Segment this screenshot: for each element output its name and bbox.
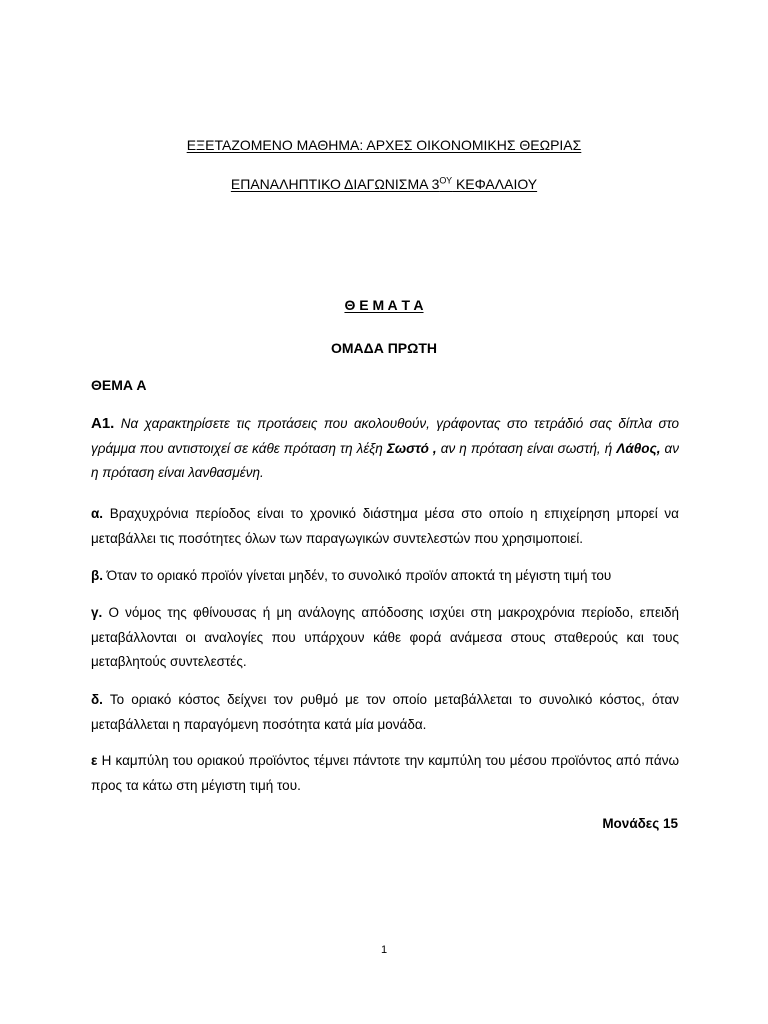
statement-letter: ε <box>91 753 98 768</box>
exam-title-end: ΚΕΦΑΛΑΙΟΥ <box>452 176 538 192</box>
group-heading <box>0 340 768 356</box>
theme-a-text: ΘΕΜΑ Α <box>91 377 147 393</box>
statement-letter: δ. <box>91 692 103 707</box>
statement-beta <box>91 564 679 589</box>
statement-delta <box>91 688 679 737</box>
group-heading-text: ΟΜΑΔΑ ΠΡΩΤΗ <box>330 340 438 356</box>
statement-text: Όταν το οριακό προϊόν γίνεται μηδέν, το συνολικό προϊόν αποκτά τη μέγιστη τιμή του <box>103 568 612 583</box>
score-label <box>602 816 678 831</box>
statement-letter: γ. <box>91 605 103 620</box>
themes-heading <box>0 297 768 313</box>
statement-alpha <box>91 502 679 551</box>
statement-gamma <box>91 601 679 675</box>
statement-text: Η καμπύλη του οριακού προϊόντος τέμνει πάντοτε την καμπύλη του μέσου προϊόντος από πάνω προς τα κάτω στη μέγιστη τιμή του. <box>91 753 679 793</box>
a1-label: Α1. <box>91 415 115 432</box>
a1-text-3: αν η πρόταση είναι λανθασμένη. <box>91 440 679 480</box>
theme-a-heading <box>91 377 146 393</box>
score-text: Μονάδες 15 <box>602 816 678 831</box>
exam-title-main: ΕΠΑΝΑΛΗΠΤΙΚΟ ΔΙΑΓΩΝΙΣΜΑ 3 <box>230 176 440 192</box>
statement-epsilon <box>91 749 679 798</box>
statement-text: Ο νόμος της φθίνουσας ή μη ανάλογης απόδοσης ισχύει στη μακροχρόνια περίοδο, επειδή μεταβάλλονται οι αναλογίες που υπάρχουν κάθε φορά ανάμεσα στους σταθερούς και τους μεταβλητούς συντελεστές. <box>91 605 679 669</box>
a1-word-wrong: Λάθος, <box>616 440 661 456</box>
a1-text-1: Να χαρακτηρίσετε τις προτάσεις που ακολουθούν, γράφοντας στο τετράδιό σας δίπλα στο γράμμα που αντιστοιχεί σε κάθε πρόταση τη λέξη <box>91 416 679 456</box>
a1-word-correct: Σωστό , <box>386 440 437 456</box>
page-number <box>0 944 768 956</box>
exam-title <box>0 176 768 192</box>
statement-text: Το οριακό κόστος δείχνει τον ρυθμό με τον οποίο μεταβάλλεται το συνολικό κόστος, όταν μεταβάλλεται η παραγόμενη ποσότητα κατά μία μονάδα. <box>91 692 679 732</box>
exam-subject-title <box>0 137 768 153</box>
statement-letter: α. <box>91 506 104 521</box>
exam-subject-text: ΕΞΕΤΑΖΟΜΕΝΟ ΜΑΘΗΜΑ: ΑΡΧΕΣ ΟΙΚΟΝΟΜΙΚΗΣ ΘΕΩΡΙΑΣ <box>186 137 582 153</box>
page-number-text: 1 <box>380 944 388 956</box>
a1-text-2: αν η πρόταση είναι σωστή, ή <box>436 440 617 456</box>
exam-title-sup: ΟΥ <box>439 175 453 186</box>
statement-text: Βραχυχρόνια περίοδος είναι το χρονικό διάστημα μέσα στο οποίο η επιχείρηση μπορεί να μεταβάλλει τις ποσότητες όλων των παραγωγικών συντελεστών που χρησιμοποιεί. <box>91 506 679 546</box>
themes-heading-text: Θ Ε Μ Α Τ Α <box>344 297 424 313</box>
statement-letter: β. <box>91 568 103 583</box>
a1-instructions <box>91 412 679 486</box>
